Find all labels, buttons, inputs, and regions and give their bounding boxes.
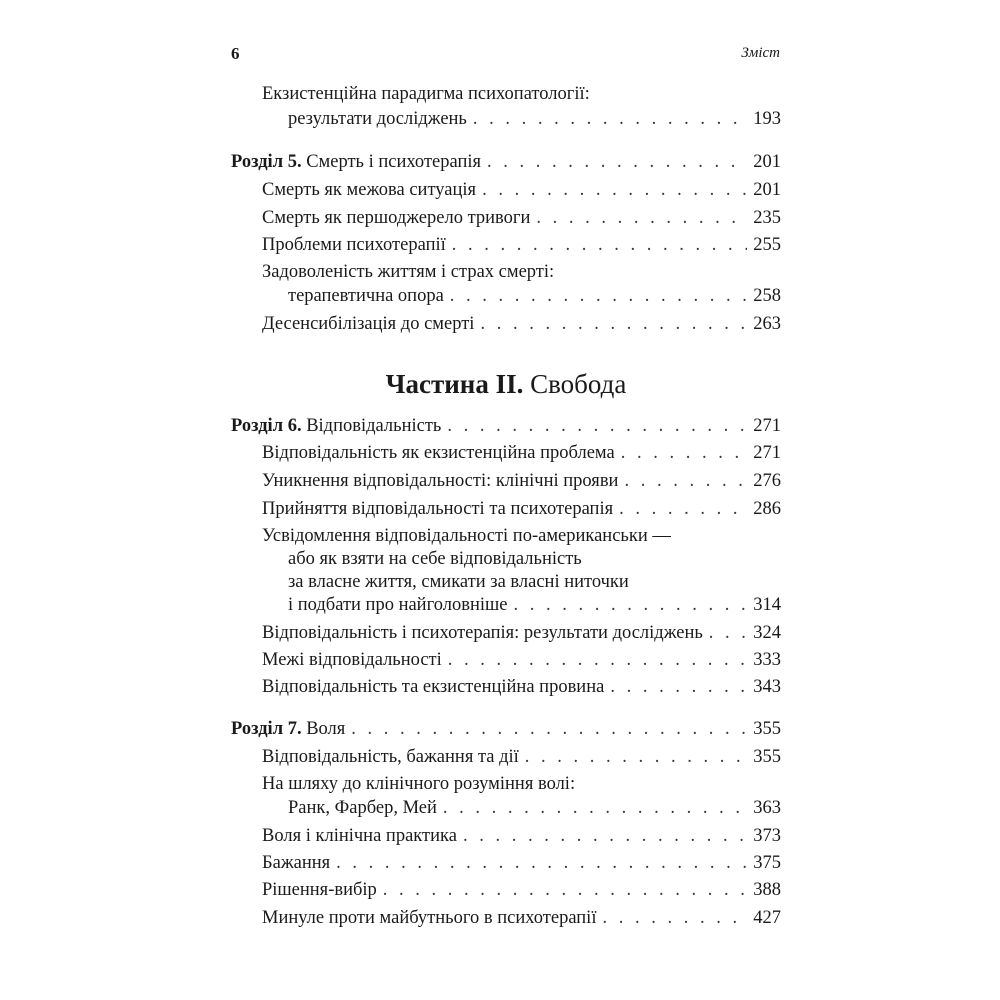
toc-page-number: 263	[753, 314, 781, 334]
toc-entry-title: Екзистенційна парадигма психопатології:	[262, 84, 590, 104]
dot-leader	[513, 593, 747, 617]
toc-entry	[231, 878, 781, 902]
toc-entry	[231, 82, 781, 106]
toc-chapter	[231, 150, 781, 174]
toc-page-number: 388	[753, 880, 781, 900]
toc-page-number: 258	[753, 286, 781, 306]
toc-page-number: 355	[753, 719, 781, 739]
toc-entry-title: Відповідальність як екзистенційна проблема	[262, 443, 615, 463]
toc-entry-title: Ранк, Фарбер, Мей	[288, 798, 437, 818]
dot-leader	[536, 206, 747, 230]
toc-page-number: 201	[753, 180, 781, 200]
dot-leader	[336, 851, 747, 875]
dot-leader	[443, 796, 747, 820]
toc-entry-title: терапевтична опора	[288, 286, 444, 306]
part-title: Свобода	[530, 369, 627, 399]
toc-entry	[231, 593, 781, 617]
toc-page-number: 276	[753, 471, 781, 491]
toc-entry-title: Воля і клінічна практика	[262, 826, 457, 846]
running-head: Зміст	[741, 45, 780, 61]
toc-page-number: 314	[753, 595, 781, 615]
toc-entry	[231, 233, 781, 257]
toc-entry	[231, 469, 781, 493]
chapter-title: Відповідальність	[306, 416, 442, 436]
toc-page-number: 324	[753, 623, 781, 643]
toc-entry	[231, 772, 781, 796]
toc-entry	[231, 906, 781, 930]
toc-chapter	[231, 414, 781, 438]
toc-entry-title: Межі відповідальності	[262, 650, 442, 670]
toc-page-number: 286	[753, 499, 781, 519]
toc-entry-title: На шляху до клінічного розуміння волі:	[262, 774, 576, 794]
toc-entry-title: результати досліджень	[288, 109, 467, 129]
dot-leader	[621, 441, 748, 465]
chapter-title: Воля	[306, 719, 346, 739]
toc-entry	[231, 206, 781, 230]
toc-entry-title: Прийняття відповідальності та психотерапія	[262, 499, 614, 519]
toc-entry	[231, 524, 781, 548]
toc-entry	[231, 745, 781, 769]
toc-entry	[231, 851, 781, 875]
toc-entry	[231, 312, 781, 336]
dot-leader	[619, 497, 747, 521]
toc-entry-title: Бажання	[262, 853, 331, 873]
dot-leader	[351, 717, 747, 741]
toc-page-number: 235	[753, 208, 781, 228]
toc-entry-title: Смерть як першоджерело тривоги	[262, 208, 531, 228]
toc-entry-title: і подбати про найголовніше	[288, 595, 508, 615]
page-number: 6	[231, 44, 240, 63]
dot-leader	[487, 150, 747, 174]
toc-page-number: 333	[753, 650, 781, 670]
part-label: Частина II.	[385, 369, 524, 399]
toc-entry	[231, 547, 781, 571]
toc-page-number: 271	[753, 416, 781, 436]
toc-page-number: 343	[753, 677, 781, 697]
dot-leader	[383, 878, 747, 902]
toc-entry-title: Задоволеність життям і страх смерті:	[262, 262, 555, 282]
toc-entry-title: або як взяти на себе відповідальність	[288, 549, 582, 569]
toc-page-number: 201	[753, 152, 781, 172]
chapter-title: Смерть і психотерапія	[306, 152, 482, 172]
part-heading	[231, 368, 781, 400]
dot-leader	[525, 745, 747, 769]
dot-leader	[448, 648, 747, 672]
toc-entry	[231, 824, 781, 848]
toc-page-number: 375	[753, 853, 781, 873]
toc-entry	[231, 107, 781, 131]
toc-entry-title: Смерть як межова ситуація	[262, 180, 477, 200]
dot-leader	[473, 107, 747, 131]
dot-leader	[602, 906, 747, 930]
toc-entry	[231, 497, 781, 521]
toc-entry-title: Рішення-вибір	[262, 880, 377, 900]
toc-page-number: 373	[753, 826, 781, 846]
toc-page-number: 271	[753, 443, 781, 463]
toc-entry-title: Відповідальність, бажання та дії	[262, 747, 519, 767]
toc-entry-title: Відповідальність і психотерапія: результати досліджень	[262, 623, 703, 643]
toc-chapter	[231, 717, 781, 741]
dot-leader	[709, 621, 747, 645]
toc-page-number: 363	[753, 798, 781, 818]
toc-entry	[231, 178, 781, 202]
chapter-label: Розділ 7.	[231, 719, 302, 739]
toc-page-number: 355	[753, 747, 781, 767]
toc-entry-title: Минуле проти майбутнього в психотерапії	[262, 908, 597, 928]
toc-entry-title: Уникнення відповідальності: клінічні прояви	[262, 471, 619, 491]
toc-entry-title: Усвідомлення відповідальності по-американськи —	[262, 526, 671, 546]
dot-leader	[463, 824, 747, 848]
dot-leader	[482, 178, 747, 202]
toc-entry	[231, 441, 781, 465]
dot-leader	[610, 675, 747, 699]
toc-entry	[231, 675, 781, 699]
chapter-label: Розділ 6.	[231, 416, 302, 436]
toc-page-number: 255	[753, 235, 781, 255]
toc-entry	[231, 796, 781, 820]
dot-leader	[452, 233, 748, 257]
toc-entry	[231, 648, 781, 672]
chapter-label: Розділ 5.	[231, 152, 302, 172]
toc-entry	[231, 621, 781, 645]
toc-entry	[231, 284, 781, 308]
dot-leader	[450, 284, 747, 308]
toc-entry-title: Відповідальність та екзистенційна провина	[262, 677, 605, 697]
toc-entry	[231, 570, 781, 594]
dot-leader	[447, 414, 747, 438]
dot-leader	[624, 469, 747, 493]
toc-entry-title: Проблеми психотерапії	[262, 235, 446, 255]
toc-entry	[231, 260, 781, 284]
toc-page-number: 193	[753, 109, 781, 129]
toc-entry-title: за власне життя, смикати за власні ниточки	[288, 572, 629, 592]
dot-leader	[480, 312, 747, 336]
toc-page-number: 427	[753, 908, 781, 928]
toc-entry-title: Десенсибілізація до смерті	[262, 314, 475, 334]
